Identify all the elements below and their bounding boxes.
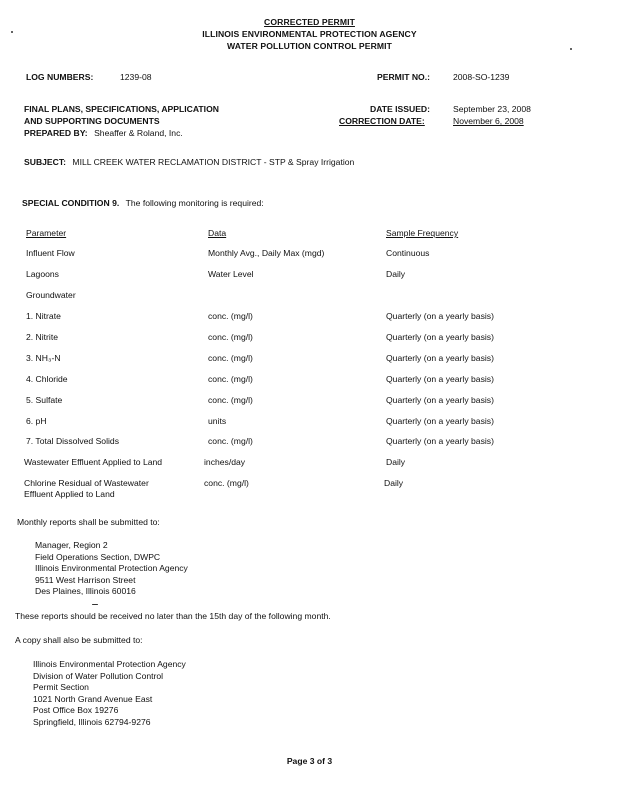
row-parameter-line1: Chlorine Residual of Wastewater — [24, 478, 149, 488]
scan-speck — [92, 604, 98, 605]
row-parameter: 5. Sulfate — [26, 395, 63, 405]
table-row — [0, 375, 619, 389]
row-frequency: Quarterly (on a yearly basis) — [386, 332, 494, 342]
permit-no-label: PERMIT NO.: — [377, 72, 430, 82]
row-data: Monthly Avg., Daily Max (mgd) — [208, 248, 325, 258]
row-frequency: Daily — [386, 269, 406, 279]
special-condition-label: SPECIAL CONDITION 9. — [22, 198, 120, 208]
row-parameter: Influent Flow — [26, 248, 75, 258]
table-row — [0, 270, 619, 284]
row-data: inches/day — [204, 457, 246, 467]
table-row — [0, 458, 619, 472]
page-number: Page 3 of 3 — [286, 756, 333, 766]
table-row — [0, 417, 619, 431]
address-line: Manager, Region 2 — [35, 540, 108, 550]
row-parameter: Wastewater Effluent Applied to Land — [24, 457, 163, 467]
address-line: 1021 North Grand Avenue East — [33, 693, 153, 704]
row-parameter-line2: Effluent Applied to Land — [24, 489, 115, 499]
row-parameter: 1. Nitrate — [26, 311, 61, 321]
row-data: conc. (mg/l) — [208, 332, 253, 342]
header-parameter: Parameter — [26, 228, 67, 238]
row-frequency: Quarterly (on a yearly basis) — [386, 374, 494, 384]
special-condition-line — [22, 199, 264, 209]
row-parameter: 3. NH₃-N — [26, 353, 61, 363]
row-frequency: Quarterly (on a yearly basis) — [386, 416, 494, 426]
table-row — [0, 312, 619, 326]
row-parameter: 6. pH — [26, 416, 47, 426]
row-parameter: 2. Nitrite — [26, 332, 58, 342]
subject-label: SUBJECT: — [24, 157, 67, 167]
address-line: Field Operations Section, DWPC — [35, 551, 161, 562]
row-frequency: Continuous — [386, 248, 430, 258]
row-data: Water Level — [208, 269, 254, 279]
table-row — [0, 291, 619, 305]
row-data: conc. (mg/l) — [208, 311, 253, 321]
row-frequency: Daily — [384, 478, 404, 488]
address-line: Post Office Box 19276 — [33, 705, 119, 715]
row-parameter: 4. Chloride — [26, 374, 68, 384]
final-plans-line1: FINAL PLANS, SPECIFICATIONS, APPLICATION — [24, 104, 219, 114]
table-row — [0, 333, 619, 347]
address-line: Springfield, Illinois 62794-9276 — [33, 716, 151, 727]
row-frequency: Quarterly (on a yearly basis) — [386, 395, 494, 405]
row-parameter: 7. Total Dissolved Solids — [26, 436, 119, 446]
region-address-block — [35, 541, 188, 599]
row-data: conc. (mg/l) — [208, 374, 253, 384]
table-row — [0, 354, 619, 368]
date-issued-label: DATE ISSUED: — [370, 104, 431, 114]
row-frequency: Daily — [386, 457, 406, 467]
table-row — [0, 479, 619, 503]
table-row — [0, 396, 619, 410]
header-data: Data — [208, 228, 227, 238]
prepared-by — [24, 129, 183, 139]
agency-name: ILLINOIS ENVIRONMENTAL PROTECTION AGENCY — [202, 29, 417, 39]
row-frequency: Quarterly (on a yearly basis) — [386, 353, 494, 363]
row-data: conc. (mg/l) — [208, 353, 253, 363]
row-data: units — [208, 416, 227, 426]
address-line: Division of Water Pollution Control — [33, 670, 164, 681]
correction-date-label: CORRECTION DATE: — [339, 116, 425, 126]
prepared-by-value: Sheaffer & Roland, Inc. — [94, 128, 183, 138]
row-data: conc. (mg/l) — [208, 395, 253, 405]
subject-line — [24, 158, 354, 168]
log-numbers-label: LOG NUMBERS: — [26, 72, 94, 82]
address-line: Illinois Environmental Protection Agency — [33, 659, 186, 669]
table-row — [0, 249, 619, 263]
row-parameter: Groundwater — [26, 290, 76, 300]
row-data: conc. (mg/l) — [204, 478, 249, 488]
copy-intro: A copy shall also be submitted to: — [15, 635, 143, 645]
permit-section-address-block — [33, 660, 186, 729]
date-issued-value: September 23, 2008 — [453, 104, 531, 114]
row-data: conc. (mg/l) — [208, 436, 253, 446]
row-frequency: Quarterly (on a yearly basis) — [386, 436, 494, 446]
address-line: Des Plaines, Illinois 60016 — [35, 586, 136, 596]
address-line: Illinois Environmental Protection Agency — [35, 563, 188, 573]
prepared-by-label: PREPARED BY: — [24, 128, 88, 138]
address-line: Permit Section — [33, 682, 89, 692]
special-condition-text: The following monitoring is required: — [125, 198, 264, 208]
row-parameter: Lagoons — [26, 269, 59, 279]
permit-type: WATER POLLUTION CONTROL PERMIT — [226, 41, 392, 51]
reports-deadline: These reports should be received no later than the 15th day of the following month. — [15, 611, 331, 621]
monthly-reports-intro: Monthly reports shall be submitted to: — [17, 517, 160, 527]
header-frequency: Sample Frequency — [386, 228, 459, 238]
final-plans-line2: AND SUPPORTING DOCUMENTS — [24, 116, 160, 126]
document-title: CORRECTED PERMIT — [264, 17, 355, 27]
subject-value: MILL CREEK WATER RECLAMATION DISTRICT - STP & Spray Irrigation — [72, 157, 355, 167]
address-line: 9511 West Harrison Street — [35, 574, 136, 585]
table-row — [0, 437, 619, 451]
correction-date-value: November 6, 2008 — [453, 116, 524, 126]
table-header-row — [0, 229, 619, 243]
log-numbers-value: 1239-08 — [120, 72, 152, 82]
permit-no-value: 2008-SO-1239 — [453, 72, 510, 82]
row-frequency: Quarterly (on a yearly basis) — [386, 311, 494, 321]
